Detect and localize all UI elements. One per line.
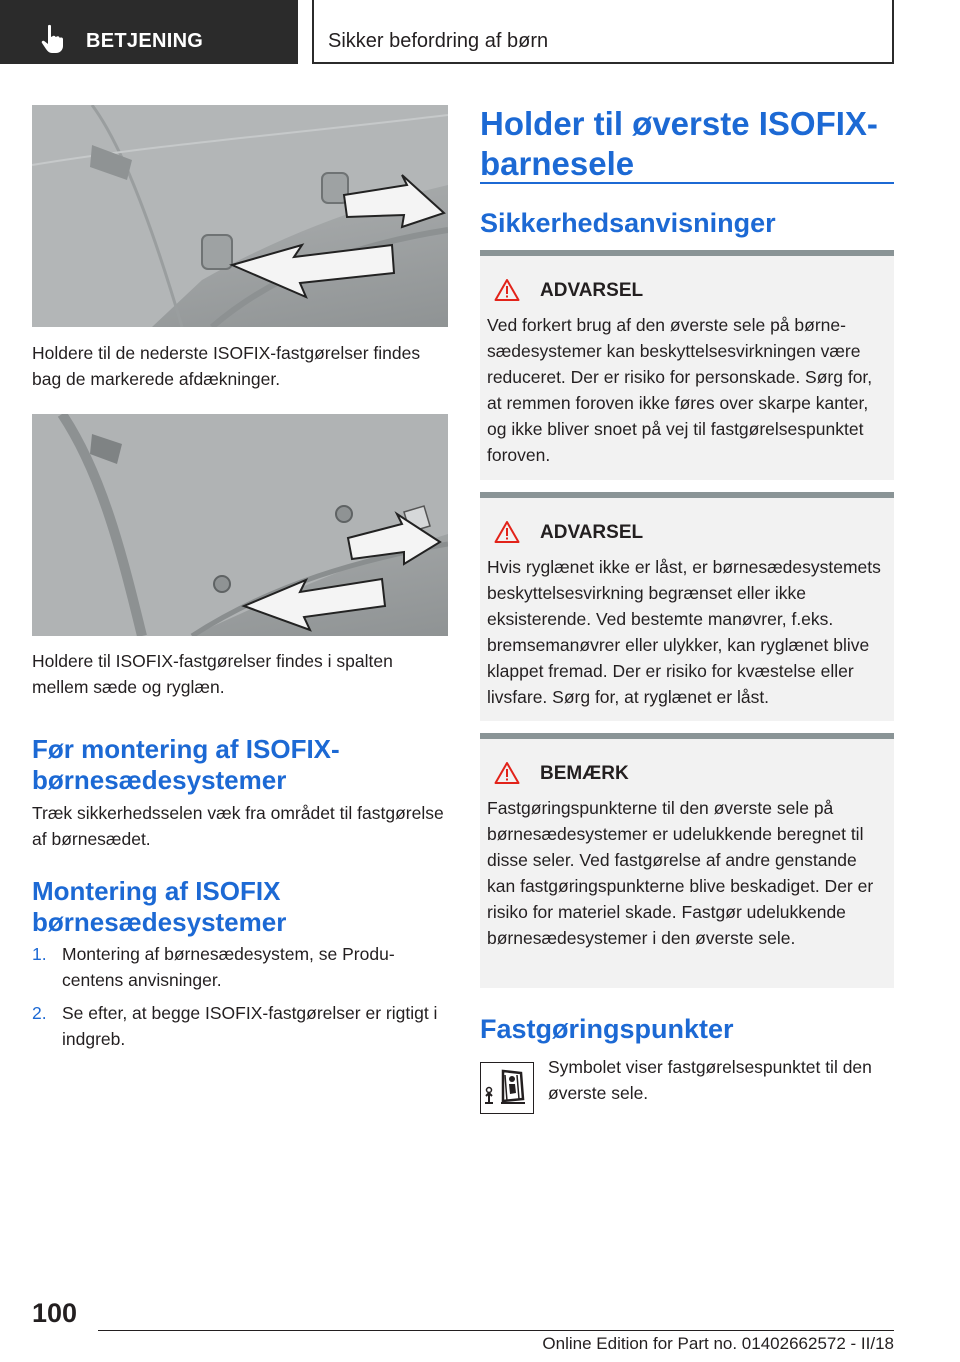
notice-type: ADVARSEL: [540, 280, 644, 301]
hand-pointer-icon: [40, 24, 66, 54]
heading-safety: Sikkerhedsanvisninger: [480, 208, 776, 238]
caution-triangle-icon: [494, 761, 520, 785]
seat-photo-lower-anchors: [32, 105, 448, 327]
notice-type: ADVARSEL: [540, 522, 644, 543]
notice-box: [480, 733, 894, 988]
warning-box: [480, 492, 894, 721]
seat-photo-isofix-gap: [32, 414, 448, 636]
warning-triangle-icon: [494, 278, 520, 302]
title-divider: [480, 182, 894, 184]
heading-anchor-points: Fastgøringspunkter: [480, 1014, 734, 1044]
footer-divider: [98, 1330, 894, 1331]
list-item: [32, 941, 452, 997]
page-title: Holder til øverste ISOFIX-barnesele: [480, 105, 878, 182]
notice-text: Hvis ryglænet ikke er låst, er børnesædesystemets beskyttelsesvirkning begrænset eller ikke eksisterende. Ved bestemte manøvrer, f.eks. bremsemanøvrer eller ulykker, kan ryglænet blive klappet fremad. Der er risiko for kvæstelse eller livsfare. Sørg for, at ryglænet er låst.: [487, 557, 881, 707]
section-label: BETJENING: [86, 30, 204, 52]
heading-before-mounting: Før montering af ISOFIX-børnesædesystemer: [32, 734, 340, 795]
caption-isofix-gap: Holdere til ISOFIX-fastgørelser findes i spalten mellem sæde og ryglæn.: [32, 651, 393, 697]
heading-mounting: Montering af ISOFIX børnesædesystemer: [32, 876, 287, 937]
page-number: 100: [32, 1298, 78, 1328]
notice-text: Fastgøringspunkterne til den øverste sele på børnesædesystemer er udelukkende beregnet til disse seler. Ved fastgørelse af andre genstande kan fastgøringspunkterne blive beskadiget. Der er risiko for materiel skade. Fastgør udelukkende børnesædesystemer i den øverste sele.: [487, 798, 874, 948]
step-number: 1.: [32, 944, 47, 964]
warning-box: [480, 250, 894, 480]
step-text: Se efter, at begge ISOFIX-fastgørelser er rigtigt i indgreb.: [62, 1003, 438, 1049]
anchor-point-description: Symbolet viser fastgørelsespunktet til den øverste sele.: [548, 1057, 872, 1103]
list-item: [32, 1000, 452, 1056]
chapter-tab[interactable]: [312, 0, 894, 64]
caption-lower-anchors: Holdere til de nederste ISOFIX-fastgørelser findes bag de markerede afdækninger.: [32, 343, 421, 389]
warning-triangle-icon: [494, 520, 520, 544]
notice-type: BEMÆRK: [540, 763, 629, 784]
edition-footer: Online Edition for Part no. 01402662572 - II/18: [542, 1334, 894, 1353]
step-text: Montering af børnesædesystem, se Producentens anvisninger.: [62, 944, 395, 990]
step-number: 2.: [32, 1003, 47, 1023]
chapter-label: Sikker befordring af børn: [328, 30, 549, 52]
child-seat-anchor-icon: [480, 1062, 534, 1114]
section-tab[interactable]: [0, 0, 298, 64]
notice-text: Ved forkert brug af den øverste sele på børnesædesystemer kan beskyttelsesvirkningen være reduceret. Der er risiko for personskade. Sørg for, at remmen foroven ikke føres over skarpe kanter, og ikke bliver snoet på vej til fastgørelsespunktet foroven.: [487, 315, 873, 465]
paragraph-before-mounting: Træk sikkerhedsselen væk fra området til fastgørelse af børnesædet.: [32, 803, 444, 849]
